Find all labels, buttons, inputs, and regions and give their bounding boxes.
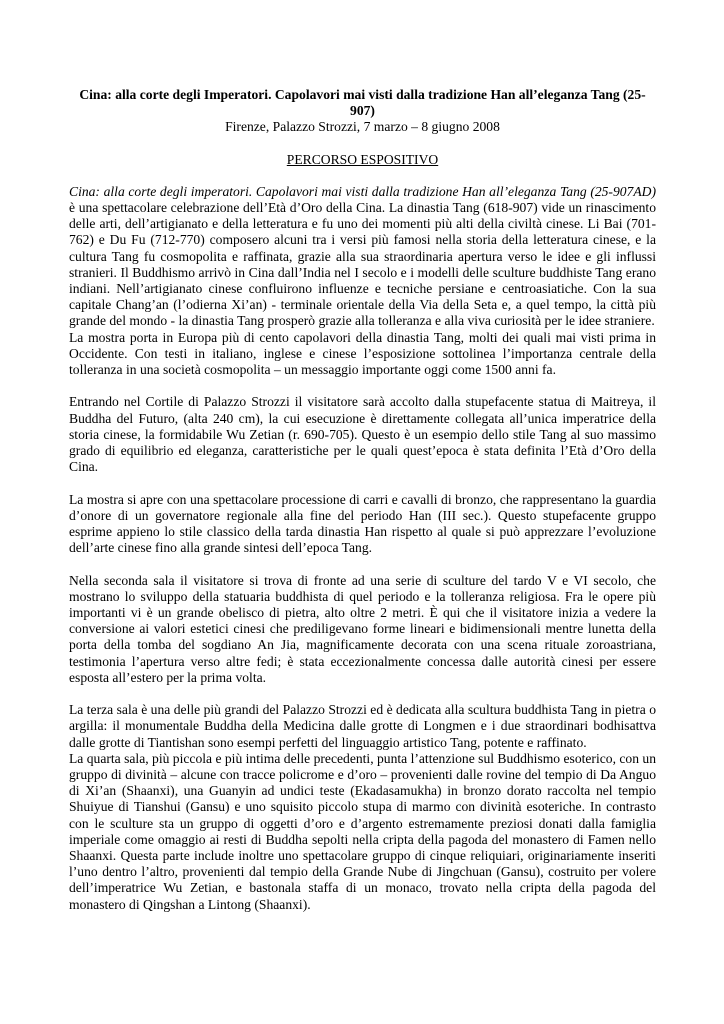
paragraph-spacer (69, 475, 656, 491)
document-page (69, 87, 656, 913)
paragraph-intro (69, 184, 656, 330)
paragraph-4: La mostra si apre con una spettacolare processione di carri e cavalli di bronzo, che rappresentano la guardia d’onore di un governatore regionale alla fine del periodo Han (III sec.). Questo stupefacente gruppo esprime appieno lo stile classico della tarda dinastia Han rispetto al quale si può apprezzare l’evoluzione dell’arte cinese fino alla grande sintesi dell’epoca Tang. (69, 491, 656, 556)
paragraph-7: La quarta sala, più piccola e più intima delle precedenti, punta l’attenzione sul Buddhismo esoterico, con un gruppo di divinità – alcune con tracce policrome e d’oro – provenienti dalle rovine del tempio di Da Anguo di Xi’an (Shaanxi), una Guanyin ad undici teste (Ekadasamukha) in bronzo dorato raccolta nel tempio Shuiyue di Tianshui (Gansu) e uno squisito piccolo stupa di marmo con divinità esoteriche. In contrasto con le sculture sta un gruppo di oggetti d’oro e d’argento estremamente preziosi donati dalla famiglia imperiale come omaggio ai resti di Buddha sepolti nella cripta della pagoda del monastero di Famen nello Shaanxi. Questa parte include inoltre uno spettacolare gruppo di cinque reliquiari, originariamente inseriti l’uno dentro l’altro, provenienti dal tempio della Grande Nube di Jingchuan (Gansu), costruito per volere dell’imperatrice Wu Zetian, e bastonala staffa di un monaco, trovato nella cripta della pagoda del monastero di Qingshan a Lintong (Shaanxi). (69, 750, 656, 912)
intro-exhibition-title: Cina: alla corte degli imperatori. Capolavori mai visti dalla tradizione Han all’eleganza Tang (25-907AD) (69, 183, 656, 199)
paragraph-spacer (69, 378, 656, 394)
section-heading: PERCORSO ESPOSITIVO (286, 151, 439, 167)
paragraph-spacer (69, 686, 656, 702)
paragraph-2: La mostra porta in Europa più di cento capolavori della dinastia Tang, molti dei quali mai visti prima in Occidente. Con testi in italiano, inglese e cinese l’esposizione sottolinea l’importanza centrale della tolleranza in una società cosmopolita – un messaggio importante oggi come 1500 anni fa. (69, 329, 656, 378)
paragraph-spacer (69, 556, 656, 572)
document-title: Cina: alla corte degli Imperatori. Capolavori mai visti dalla tradizione Han all’eleganza Tang (25-907) (79, 87, 646, 119)
intro-text: è una spettacolare celebrazione dell’Età d’Oro della Cina. La dinastia Tang (618-907) vide un rinascimento delle arti, dell’artigianato e della letteratura e fu uno dei momenti più alti della civiltà cinese. Li Bai (701-762) e Du Fu (712-770) composero alcuni tra i versi più famosi nella storia della letteratura cinese, e la cultura Tang fu cosmopolita e raffinata, grazie alla sua straordinaria apertura verso le idee e gli influssi stranieri. Il Buddhismo arrivò in Cina dall’India nel I secolo e i modelli delle sculture buddhiste Tang erano indiani. Nell’artigianato cinese confluirono influenze e tecniche persiane e centroasiatiche. Con la sua capitale Chang’an (l’odierna Xi’an) - terminale orientale della Via della Seta e, a quel tempo, la città più grande del mondo - la dinastia Tang prosperò grazie alla tolleranza e alla viva curiosità per le idee straniere. (69, 200, 656, 329)
exhibition-venue-dates: Firenze, Palazzo Strozzi, 7 marzo – 8 giugno 2008 (225, 119, 500, 135)
paragraph-6: La terza sala è una delle più grandi del Palazzo Strozzi ed è dedicata alla scultura buddhista Tang in pietra o argilla: il monumentale Buddha della Medicina dalle grotte di Longmen e i due straordinari bodhisattva dalle grotte di Tiantishan sono esempi perfetti del linguaggio artistico Tang, potente e raffinato. (69, 702, 656, 750)
paragraph-5: Nella seconda sala il visitatore si trova di fronte ad una serie di sculture del tardo V e VI secolo, che mostrano lo sviluppo della statuaria buddhista di quel periodo e la tolleranza religiosa. Fra le opere più importanti vi è un grande obelisco di pietra, alto oltre 2 metri. È qui che il visitatore inizia a vedere la conversione ai valori estetici cinesi che prediligevano forme lineari e bidimensionali mentre lunetta della porta della tomba del sogdiano An Jia, magnificamente decorata con una scena rituale zoroastriana, testimonia l’apertura verso altre fedi; è stata eccezionalmente concessa dalle autorità cinesi per essere esposta all’estero per la prima volta. (69, 572, 656, 685)
paragraph-3: Entrando nel Cortile di Palazzo Strozzi il visitatore sarà accolto dalla stupefacente statua di Maitreya, il Buddha del Futuro, (alta 240 cm), la cui esecuzione è direttamente collegata all’unica imperatrice della storia cinese, la formidabile Wu Zetian (r. 690-705). Questo è un esempio dello stile Tang al suo massimo grado di equilibrio ed eleganza, caratteristiche per le quali quest’epoca è stata definita l’Età d’Oro della Cina. (69, 394, 656, 475)
